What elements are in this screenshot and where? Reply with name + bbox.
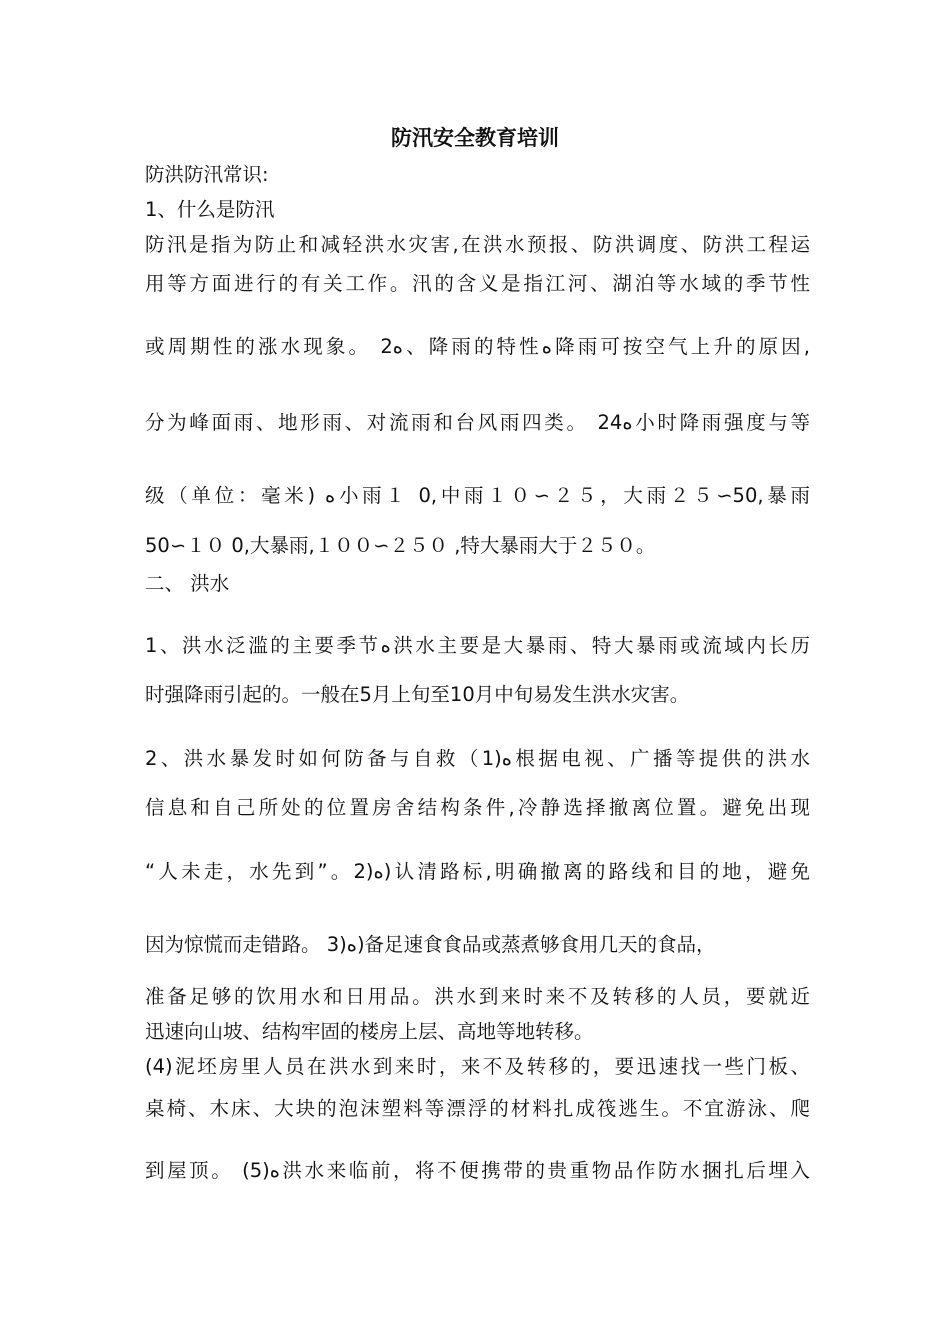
document-title: 防汛安全教育培训 xyxy=(391,126,559,150)
text-line: (4)泥坯房里人员在洪水到来时，来不及转移的，要迅速找一些门板、 xyxy=(145,1055,810,1078)
text-line: 级（单位：毫米) ﻩ小雨１ 0,中雨１０∽２５，大雨２５∽50,暴雨 xyxy=(145,484,810,507)
text-line: 防汛是指为防止和减轻洪水灾害,在洪水预报、防洪调度、防洪工程运 xyxy=(145,233,810,256)
text-line: 分为峰面雨、地形雨、对流雨和台风雨四类。 24ﻩ小时降雨强度与等 xyxy=(145,411,810,434)
text-line: 防洪防汛常识: xyxy=(145,163,269,186)
text-line: 准备足够的饮用水和日用品。洪水到来时来不及转移的人员，要就近 xyxy=(145,985,810,1008)
text-line: 用等方面进行的有关工作。汛的含义是指江河、湖泊等水域的季节性 xyxy=(145,272,810,295)
text-line: 到屋顶。 (5)ﻩ洪水来临前，将不便携带的贵重物品作防水捆扎后埋入 xyxy=(145,1159,810,1182)
text-line: 时强降雨引起的。一般在5月上旬至10月中旬易发生洪水灾害。 xyxy=(145,683,690,706)
text-line: 因为惊慌而走错路。 3)ﻩ)备足速食食品或蒸煮够食用几天的食品， xyxy=(145,933,716,956)
text-line: 信息和自己所处的位置房舍结构条件,冷静选择撤离位置。避免出现 xyxy=(145,796,810,819)
text-line: 迅速向山坡、结构牢固的楼房上层、高地等地转移。 xyxy=(145,1020,594,1043)
section-heading: 二、 洪水 xyxy=(145,572,230,595)
text-line: 1、洪水泛滥的主要季节ﻩ洪水主要是大暴雨、特大暴雨或流域内长历 xyxy=(145,634,810,657)
text-line: 50∽１０ 0,大暴雨,１００∽２５０ ,特大暴雨大于２５０。 xyxy=(145,534,656,557)
text-line: 桌椅、木床、大块的泡沫塑料等漂浮的材料扎成筏逃生。不宜游泳、爬 xyxy=(145,1097,810,1120)
text-line: 或周期性的涨水现象。 2ﻩ、降雨的特性ﻩ降雨可按空气上升的原因, xyxy=(145,335,810,358)
text-line: 1、什么是防汛 xyxy=(145,198,275,221)
text-line: 2、洪水暴发时如何防备与自救（1)ﻩ根据电视、广播等提供的洪水 xyxy=(145,747,810,770)
text-line: “人未走，水先到”。2)ﻩ)认清路标,明确撤离的路线和目的地，避免 xyxy=(145,860,810,883)
